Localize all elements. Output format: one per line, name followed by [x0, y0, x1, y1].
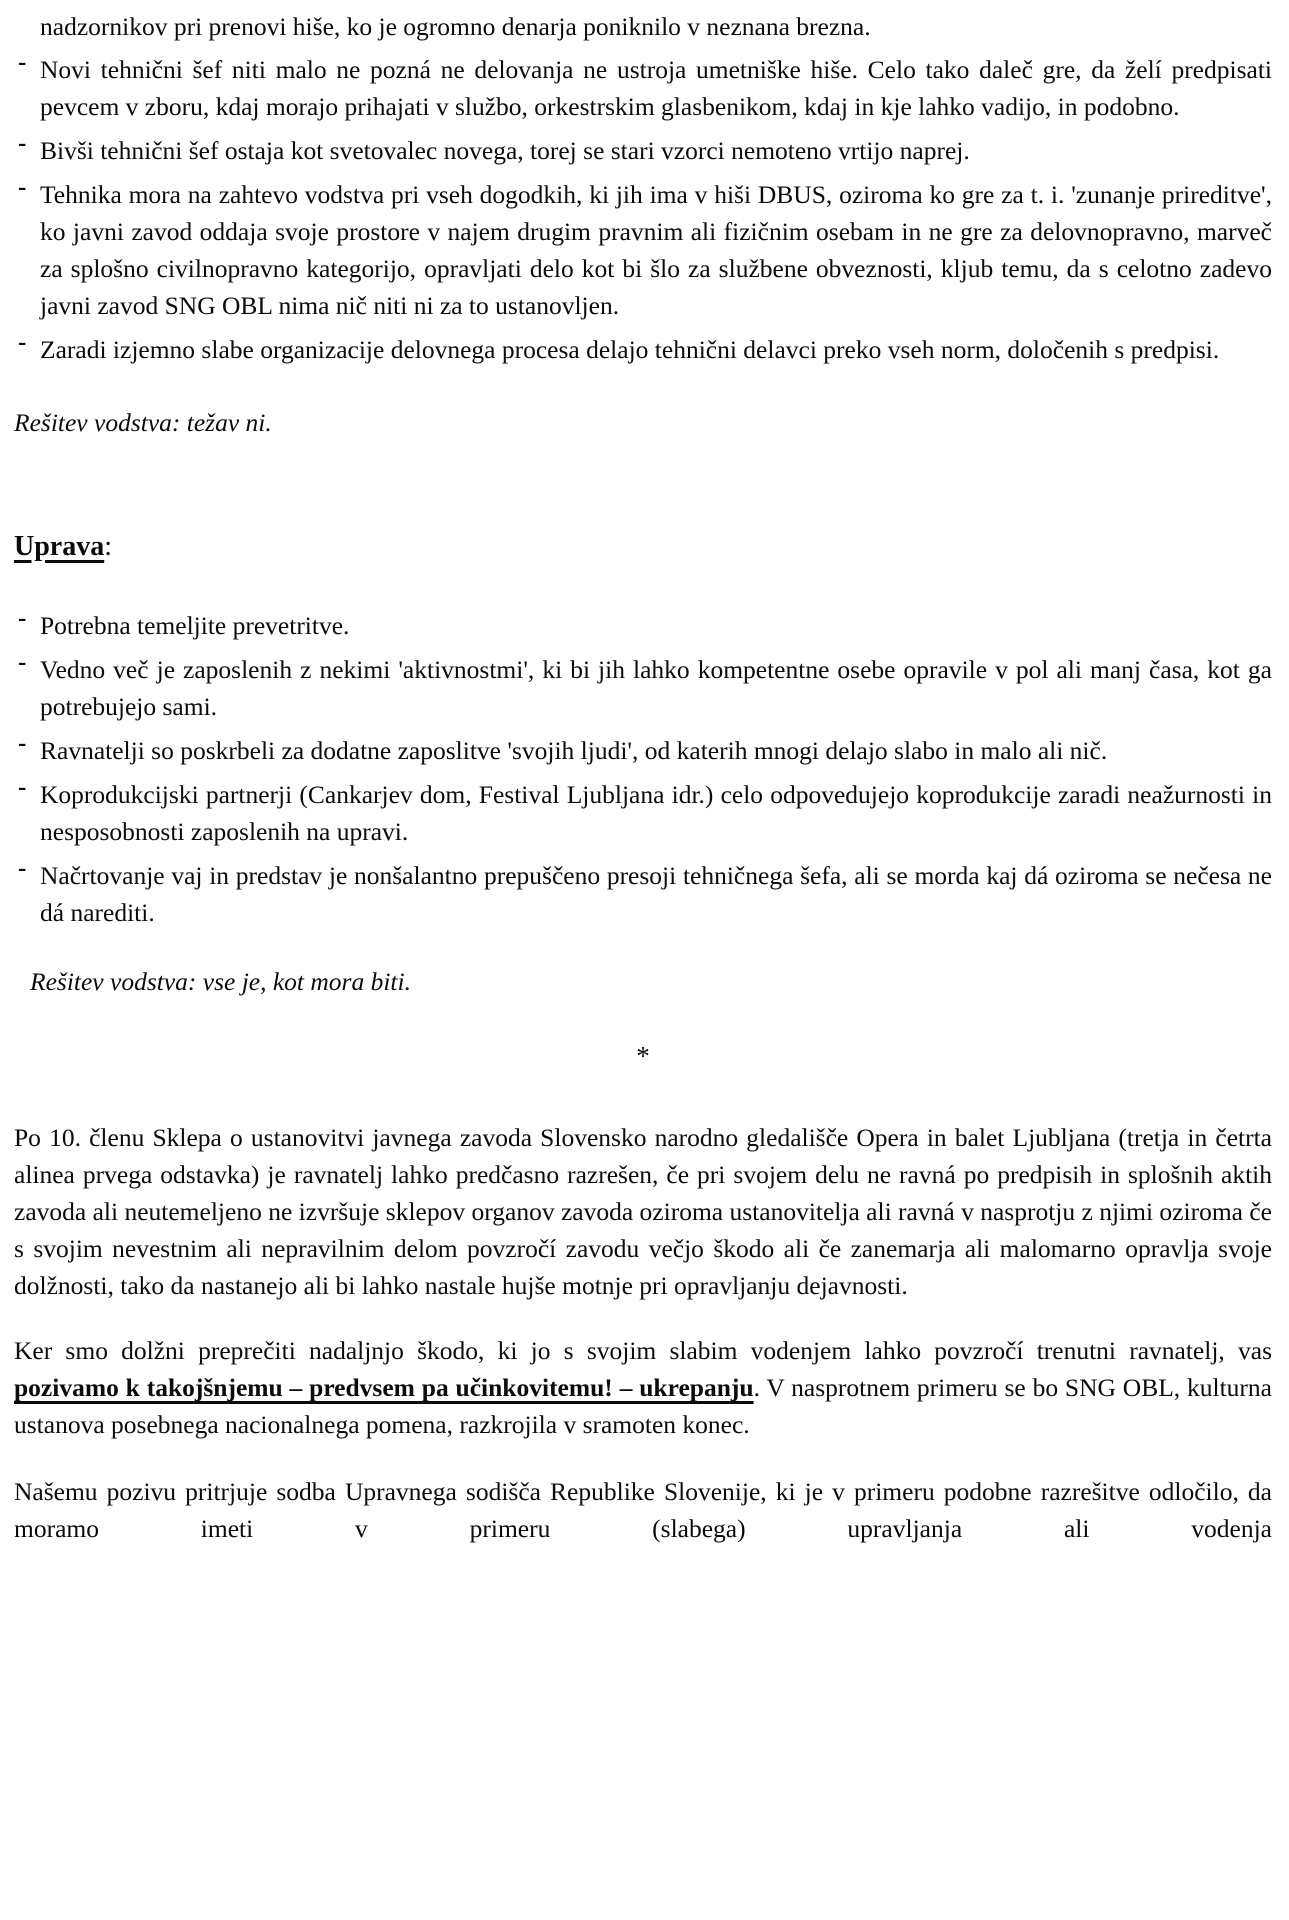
list-item-text: Vedno več je zaposlenih z nekimi 'aktivnostmi', ki bi jih lahko kompetentne osebe opravile v pol ali manj časa, kot ga potrebujejo sami. — [40, 655, 1272, 721]
technical-issues-list — [14, 51, 1272, 368]
list-item — [14, 776, 1272, 850]
list-item-text: Novi tehnični šef niti malo ne pozná ne delovanja ne ustroja umetniške hiše. Celo tako daleč gre, da želí predpisati pevcem v zboru, kdaj morajo prihajati v službo, orkestrskim glasbenikom, kdaj in kje lahko vadijo, in podobno. — [40, 55, 1272, 121]
paragraph-court-ruling: Našemu pozivu pritrjuje sodba Upravnega sodišča Republike Slovenije, ki je v primeru podobne razrešitve odločilo, da moramo imeti v primeru (slabega) upravljanja ali vodenja — [14, 1477, 1272, 1543]
resolution-statement-administration: Rešitev vodstva: vse je, kot mora biti. — [30, 967, 411, 996]
list-item — [14, 857, 1272, 931]
dash-bullet-marker: - — [18, 774, 27, 801]
list-item — [14, 607, 1272, 644]
dash-bullet-marker: - — [18, 174, 27, 201]
list-item-text: Ravnatelji so poskrbeli za dodatne zaposlitve 'svojih ljudi', od katerih mnogi delajo slabo in malo ali nič. — [40, 736, 1108, 765]
asterisk-separator: * — [636, 1041, 650, 1071]
section-heading-uprava — [14, 527, 1272, 567]
list-item — [14, 132, 1272, 169]
resolution-statement-technical: Rešitev vodstva: težav ni. — [14, 408, 272, 437]
list-item — [14, 651, 1272, 725]
section-heading-colon: : — [104, 531, 113, 562]
list-item — [14, 176, 1272, 324]
list-item-text: Potrebna temeljite prevetritve. — [40, 611, 350, 640]
paragraph-call-to-action — [14, 1332, 1272, 1443]
administration-issues-list — [14, 607, 1272, 931]
dash-bullet-marker: - — [18, 855, 27, 882]
call-to-action-after: . V nasprotnem primeru se bo SNG OBL, kulturna ustanova posebnega nacionalnega pomena, razkrojila v sramoten konec. — [14, 1373, 1272, 1439]
dash-bullet-marker: - — [18, 329, 27, 356]
list-item-text: Bivši tehnični šef ostaja kot svetovalec novega, torej se stari vzorci nemoteno vrtijo naprej. — [40, 136, 970, 165]
list-item-text: Koprodukcijski partnerji (Cankarjev dom, Festival Ljubljana idr.) celo odpovedujejo koprodukcije zaradi neažurnosti in nesposobnosti zaposlenih na upravi. — [40, 780, 1272, 846]
list-item-text: Tehnika mora na zahtevo vodstva pri vseh dogodkih, ki jih ima v hiši DBUS, oziroma ko gre za t. i. 'zunanje prireditve', ko javni zavod oddaja svoje prostore v najem drugim pravnim ali fizičnim osebam in ne gre za delovnopravno, marveč za splošno civilnopravno kategorijo, opravljati delo kot bi šlo za službene obveznosti, kljub temu, da s celotno zadevo javni zavod SNG OBL nima nič niti ni za to ustanovljen. — [40, 180, 1272, 320]
call-to-action-before: Ker smo dolžni preprečiti nadaljnjo škodo, ki jo s svojim slabim vodenjem lahko povzročí trenutni ravnatelj, vas — [14, 1336, 1272, 1365]
paragraph-continuation: nadzornikov pri prenovi hiše, ko je ogromno denarja poniknilo v neznana brezna. — [40, 12, 871, 41]
section-heading-word: Uprava — [14, 531, 105, 562]
list-item — [14, 51, 1272, 125]
list-item-text: Zaradi izjemno slabe organizacije delovnega procesa delajo tehnični delavci preko vseh norm, določenih s predpisi. — [40, 335, 1220, 364]
paragraph-legal-basis: Po 10. členu Sklepa o ustanovitvi javnega zavoda Slovensko narodno gledališče Opera in balet Ljubljana (tretja in četrta alinea prvega odstavka) je ravnatelj lahko predčasno razrešen, če pri svojem delu ne ravná po predpisih in splošnih aktih zavoda ali neutemeljeno ne izvršuje sklepov organov zavoda oziroma ustanovitelja ali ravná v nasprotju z njimi oziroma če s svojim nevestnim ali nepravilnim delom povzročí zavodu večjo škodo ali če zanemarja ali malomarno opravlja svoje dolžnosti, tako da nastanejo ali bi lahko nastale hujše motnje pri opravljanju dejavnosti. — [14, 1123, 1272, 1300]
dash-bullet-marker: - — [18, 130, 27, 157]
dash-bullet-marker: - — [18, 605, 27, 632]
dash-bullet-marker: - — [18, 49, 27, 76]
dash-bullet-marker: - — [18, 730, 27, 757]
list-item — [14, 732, 1272, 769]
call-to-action-emphasis: pozivamo k takojšnjemu – predvsem pa učinkovitemu! – ukrepanju — [14, 1373, 754, 1402]
list-item-text: Načrtovanje vaj in predstav je nonšalantno prepuščeno presoji tehničnega šefa, ali se morda kaj dá oziroma se nečesa ne dá narediti. — [40, 861, 1272, 927]
list-item — [14, 331, 1272, 368]
dash-bullet-marker: - — [18, 649, 27, 676]
